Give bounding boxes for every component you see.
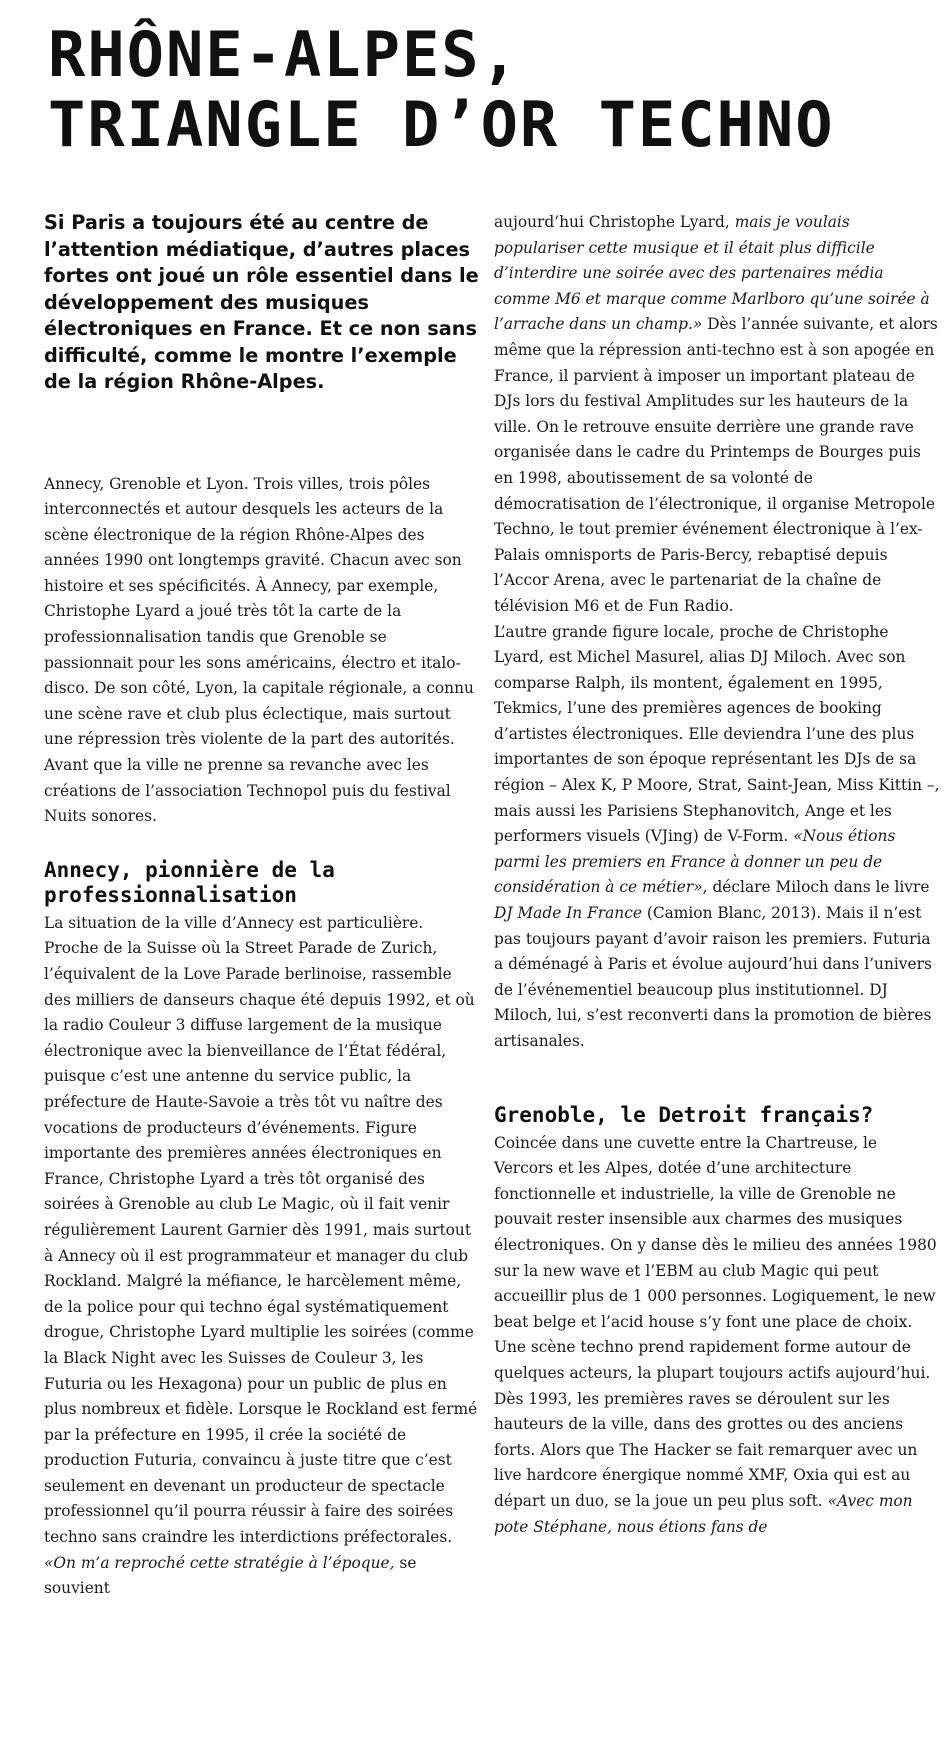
annecy-p2-start: aujourd’hui Christophe Lyard, [494, 213, 735, 231]
annecy-p3-book-title: DJ Made In France [494, 904, 642, 923]
annecy-p3-mid: , déclare Miloch dans le livre [702, 878, 930, 897]
annecy-paragraph-1 [44, 911, 480, 1602]
article-lead: Si Paris a toujours été au centre de l’attention médiatique, d’autres places fortes ont joué un rôle essentiel dans le développement des musiques électroniques en France. Et ce non sans difficulté, comme le montre l’exemple de la région Rhône-Alpes. [44, 211, 479, 393]
annecy-p3-end: (Camion Blanc, 2013). Mais il n’est pas toujours payant d’avoir raison les premiers. Futuria a déménagé à Paris et évolue aujourd’hui dans l’univers de l’événementiel beaucoup plus institutionnel. DJ Miloch, lui, s’est reconverti dans la promotion de bières artisanales. [494, 904, 932, 1050]
article-title: RHÔNE-ALPES, TRIANGLE D’OR TECHNO [48, 18, 835, 161]
section-heading-grenoble: Grenoble, le Detroit français? [494, 1102, 874, 1127]
annecy-p3-text: L’autre grande figure locale, proche de Christophe Lyard, est Michel Masurel, alias DJ Miloch. Avec son comparse Ralph, ils montent, également en 1995, Tekmics, l’une des premières agences de booking d’artistes électroniques. Elle deviendra l’une des plus importantes de son époque représentant les DJs de sa région – Alex K, P Moore, Strat, Saint-Jean, Miss Kittin –, mais aussi les Parisiens Stephanovitch, Ange et les performers visuels (VJing) de V-Form. [494, 622, 940, 846]
annecy-p2-rest: Dès l’année suivante, et alors même que la répression anti-techno est à son apogée en France, il parvient à imposer un important plateau de DJs lors du festival Amplitudes sur les hauteurs de la ville. On le retrouve ensuite derrière une grande rave organisée dans le cadre du Printemps de Bourges puis en 1998, aboutissement de sa volonté de démocratisation de l’électronique, il organise Metropole Techno, le tout premier événement électronique à l’ex-Palais omnisports de Paris-Bercy, rebaptisé depuis l’Accor Arena, avec le partenariat de la chaîne de télévision M6 et de Fun Radio. [494, 315, 938, 615]
annecy-p1-tail: se souvient [44, 1553, 417, 1598]
annecy-paragraph-3 [494, 620, 940, 1055]
annecy-p1-text: La situation de la ville d’Annecy est particulière. Proche de la Suisse où la Street Parade de Zurich, l’équivalent de la Love Parade berlinoise, rassemble des milliers de danseurs chaque été depuis 1992, et où la radio Couleur 3 diffuse largement de la musique électronique avec la bienveillance de l’État fédéral, puisque c’est une antenne du service public, la préfecture de Haute-Savoie a très tôt vu naître des vocations de producteurs d’événements. Figure importante des premières années électroniques en France, Christophe Lyard a très tôt organisé des soirées à Grenoble au club Le Magic, où il fait venir régulièrement Laurent Garnier dès 1991, mais surtout à Annecy où il est programmateur et manager du club Rockland. Malgré la méfiance, le harcèlement même, de la police pour qui techno égal systématiquement drogue, Christophe Lyard multiplie les soirées (comme la Black Night avec les Suisses de Couleur 3, les Futuria ou les Hexagona) pour un public de plus en plus nombreux et fidèle. Lorsque le Rockland est fermé par la préfecture en 1995, il crée la société de production Futuria, convaincu à juste titre que c’est seulement en devenant un producteur de spectacle professionnel qu’il pourra réussir à faire des soirées techno sans craindre les interdictions préfectorales. [44, 913, 478, 1547]
annecy-p1-quote: «On m’a reproché cette stratégie à l’époque, [44, 1553, 395, 1572]
annecy-p2-quote: mais je voulais populariser cette musique et il était plus difficile d’interdire une soirée avec des partenaires média comme M6 et marque comme Marlboro qu’une soirée à l’arrache dans un champ.» [494, 213, 930, 334]
grenoble-p1-text: Coincée dans une cuvette entre la Chartreuse, le Vercors et les Alpes, dotée d’une architecture fonctionnelle et industrielle, la ville de Grenoble ne pouvait rester insensible aux charmes des musiques électroniques. On y danse dès le milieu des années 1980 sur la new wave et l’EBM au club Magic qui peut accueillir plus de 1 000 personnes. Logiquement, le new beat belge et l’acid house s’y font une place de choix. Une scène techno prend rapidement forme autour de quelques acteurs, la plupart toujours actifs aujourd’hui. Dès 1993, les premières raves se déroulent sur les hauteurs de la ville, dans des grottes ou des anciens forts. Alors que The Hacker se fait remarquer avec un live hardcore énergique nommé XMF, Oxia qui est au départ un duo, se la joue un peu plus soft. [494, 1133, 937, 1510]
intro-paragraph: Annecy, Grenoble et Lyon. Trois villes, trois pôles interconnectés et autour desquels les acteurs de la scène électronique de la région Rhône-Alpes des années 1990 ont longtemps gravité. Chacun avec son histoire et ses spécificités. À Annecy, par exemple, Christophe Lyard a joué très tôt la carte de la professionnalisation tandis que Grenoble se passionnait pour les sons américains, électro et italo-disco. De son côté, Lyon, la capitale régionale, a connu une scène rave et club plus éclectique, mais surtout une répression très violente de la part des autorités. Avant que la ville ne prenne sa revanche avec les créations de l’association Technopol puis du festival Nuits sonores. [44, 474, 474, 826]
grenoble-p1-quote: «Avec mon pote Stéphane, nous étions fans de [494, 1491, 913, 1536]
annecy-p3-quote: «Nous étions parmi les premiers en France à donner un peu de considération à ce métier» [494, 827, 896, 897]
annecy-paragraph-2 [494, 210, 940, 620]
section-heading-annecy: Annecy, pionnière de la professionnalisation [44, 857, 335, 907]
grenoble-paragraph-1 [494, 1131, 940, 1541]
right-column [494, 210, 940, 1540]
left-column [44, 210, 480, 1602]
